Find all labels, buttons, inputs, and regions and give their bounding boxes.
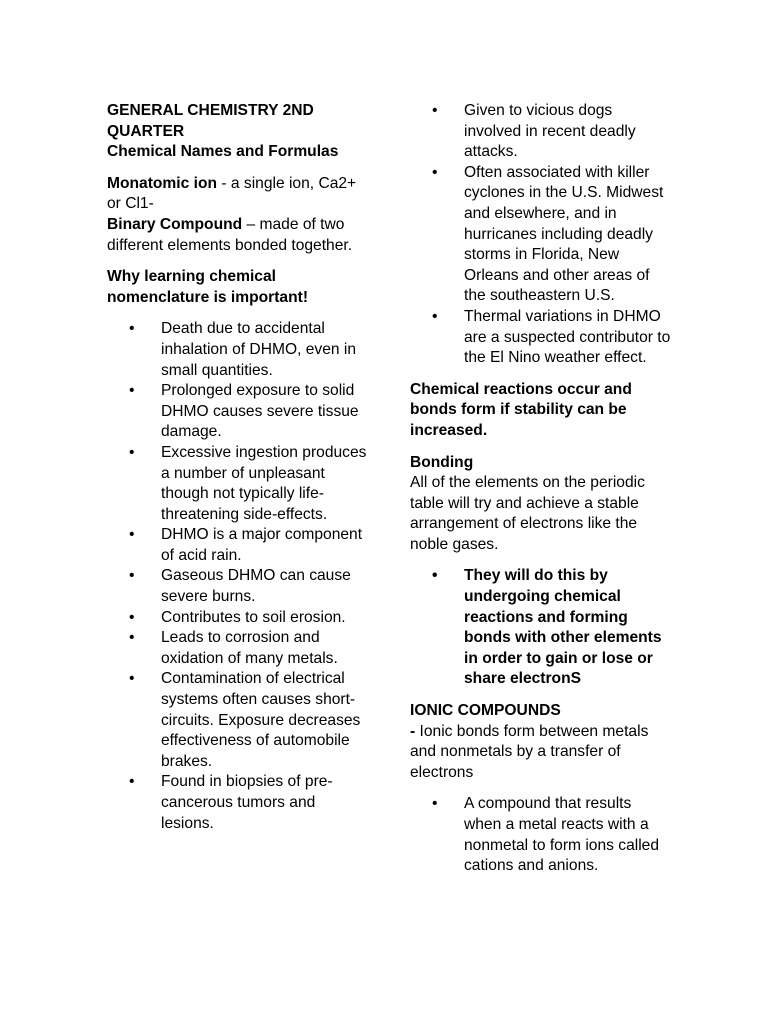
dhmo-list: [107, 319, 369, 834]
list-item: • Leads to corrosion and oxidation of many metals.: [107, 628, 369, 669]
bonding-heading: Bonding: [410, 453, 474, 471]
list-item: • Gaseous DHMO can cause severe burns.: [107, 566, 369, 607]
ionic-list: [410, 794, 672, 876]
binary-definition: [107, 215, 369, 256]
dhmo-list-continued: [410, 101, 672, 369]
section-subtitle: Chemical Names and Formulas: [107, 143, 339, 161]
ionic-dash: -: [410, 722, 416, 740]
bonding-text: All of the elements on the periodic table will try and achieve a stable arrangement of electrons like the noble gases.: [410, 474, 645, 553]
binary-term: Binary Compound: [107, 215, 243, 233]
list-item: • A compound that results when a metal reacts with a nonmetal to form ions called cations and anions.: [410, 794, 672, 876]
list-item: • Prolonged exposure to solid DHMO causes severe tissue damage.: [107, 381, 369, 443]
list-item: • Contributes to soil erosion.: [107, 608, 369, 629]
list-item: • Thermal variations in DHMO are a suspected contributor to the El Nino weather effect.: [410, 307, 672, 369]
document-title: GENERAL CHEMISTRY 2ND QUARTER: [107, 102, 314, 140]
binary-description: – made of two different elements bonded together.: [107, 215, 353, 254]
list-item: • Death due to accidental inhalation of DHMO, even in small quantities.: [107, 319, 369, 381]
list-item: • Excessive ingestion produces a number of unpleasant though not typically life-threatening side-effects.: [107, 443, 369, 525]
ionic-description: Ionic bonds form between metals and nonmetals by a transfer of electrons: [410, 722, 649, 781]
ionic-text: [410, 722, 672, 784]
list-item: • Found in biopsies of pre-cancerous tumors and lesions.: [107, 772, 369, 834]
monatomic-term: Monatomic ion: [107, 174, 218, 192]
list-item: • Given to vicious dogs involved in recent deadly attacks.: [410, 101, 672, 163]
ionic-heading: IONIC COMPOUNDS: [410, 702, 561, 720]
list-item: • DHMO is a major component of acid rain.: [107, 525, 369, 566]
monatomic-description: - a single ion, Ca2+ or Cl1-: [107, 174, 357, 213]
bonding-list: [410, 566, 672, 690]
reactions-statement: Chemical reactions occur and bonds form if stability can be increased.: [410, 380, 632, 439]
left-column: [107, 101, 369, 834]
list-item: • They will do this by undergoing chemical reactions and forming bonds with other elements in order to gain or lose or share electronS: [410, 566, 672, 690]
list-item: • Often associated with killer cyclones in the U.S. Midwest and elsewhere, and in hurricanes including deadly storms in Florida, New Orleans and other areas of the southeastern U.S.: [410, 163, 672, 307]
list-item: • Contamination of electrical systems often causes short-circuits. Exposure decreases effectiveness of automobile brakes.: [107, 669, 369, 772]
monatomic-definition: [107, 174, 369, 215]
why-heading: Why learning chemical nomenclature is important!: [107, 268, 309, 306]
right-column: [410, 101, 672, 877]
